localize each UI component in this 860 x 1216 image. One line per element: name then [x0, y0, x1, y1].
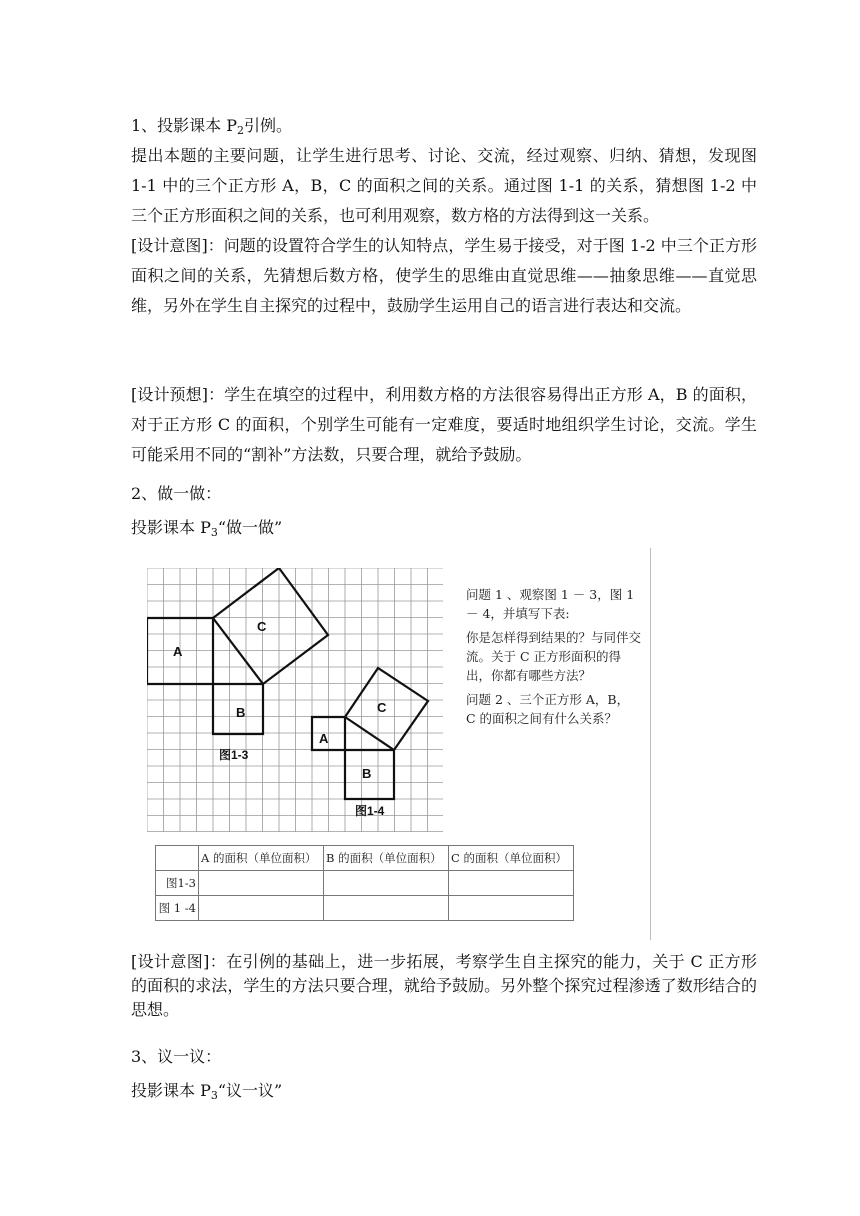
square-grid-figure — [147, 568, 443, 832]
table-cell-empty[interactable] — [199, 871, 324, 896]
section1-heading: 1、投影课本 $P_2$引例。 — [131, 116, 293, 137]
square-c-fig13 — [213, 568, 328, 684]
table-cell-empty[interactable] — [449, 896, 574, 921]
area-table — [155, 845, 574, 921]
section3-heading: 3、议一议： — [131, 1047, 222, 1066]
table-cell-empty[interactable] — [324, 871, 449, 896]
section1-paragraph: 提出本题的主要问题，让学生进行思考、讨论、交流，经过观察、归纳、猜想，发现图 1-1 中的三个正方形 A，B，C 的面积之间的关系。通过图 1-1 的关系，猜想图 1-2 中三个正方形面积之间的关系，也可利用观察，数方格的方法得到这一关系。 — [131, 146, 757, 225]
table-header-cell: A 的面积（单位面积） — [199, 846, 324, 871]
square-c-fig14 — [345, 668, 428, 750]
section2-subheading: 投影课本 $P_3“$做一做” — [131, 518, 283, 539]
section2-heading: 2、做一做： — [131, 484, 222, 503]
caption-fig14: 图1-4 — [355, 804, 385, 818]
section2-design-intent: [设计意图]：在引例的基础上，进一步拓展，考察学生自主探究的能力，关于 C 正方形的面积的求法，学生的方法只要合理，就给予鼓励。另外整个探究过程渗透了数形结合的思想。 — [131, 952, 757, 1019]
section1-design-intent: [设计意图]：问题的设置符合学生的认知特点，学生易于接受，对于图 1-2 中三个正方形面积之间的关系，先猜想后数方格，使学生的思维由直觉思维——抽象思维——直觉思维，另外在学生自主探究的过程中，鼓励学生运用自己的语言进行表达和交流。 — [131, 236, 757, 315]
question-1-followup: 你是怎样得到结果的？与同伴交流。关于 C 正方形面积的得出，你都有哪些方法？ — [466, 630, 642, 683]
label-b-fig13: B — [236, 705, 246, 720]
label-a-fig14: A — [319, 731, 329, 746]
caption-fig13: 图1-3 — [219, 748, 249, 762]
question-1: 问题 1 、观察图 1 － 3，图 1 － 4，并填写下表: — [466, 587, 635, 621]
question-box — [466, 585, 641, 733]
label-c-fig14: C — [377, 700, 387, 715]
question-2: 问题 2 、三个正方形 A，B， C 的面积之间有什么关系？ — [466, 692, 630, 726]
table-header-row — [156, 846, 574, 871]
label-c-fig13: C — [257, 619, 267, 634]
table-row-label: 图1-3 — [156, 871, 199, 896]
table-row — [156, 871, 574, 896]
table-cell-empty[interactable] — [199, 896, 324, 921]
figure-divider — [650, 548, 651, 940]
table-header-cell: B 的面积（单位面积） — [324, 846, 449, 871]
table-header-cell: C 的面积（单位面积） — [449, 846, 574, 871]
table-row — [156, 896, 574, 921]
table-cell-empty[interactable] — [449, 871, 574, 896]
label-b-fig14: B — [362, 766, 372, 781]
table-header-cell — [156, 846, 199, 871]
label-a-fig13: A — [173, 644, 183, 659]
section1-design-expect: [设计预想]：学生在填空的过程中，利用数方格的方法很容易得出正方形 A，B 的面积，对于正方形 C 的面积，个别学生可能有一定难度，要适时地组织学生讨论，交流。学生可能采用不同的“割补”方法数，只要合理，就给予鼓励。 — [131, 385, 757, 464]
table-cell-empty[interactable] — [324, 896, 449, 921]
section3-subheading: 投影课本 $P_3“$议一议” — [131, 1081, 283, 1102]
table-row-label: 图 1 -4 — [156, 896, 199, 921]
